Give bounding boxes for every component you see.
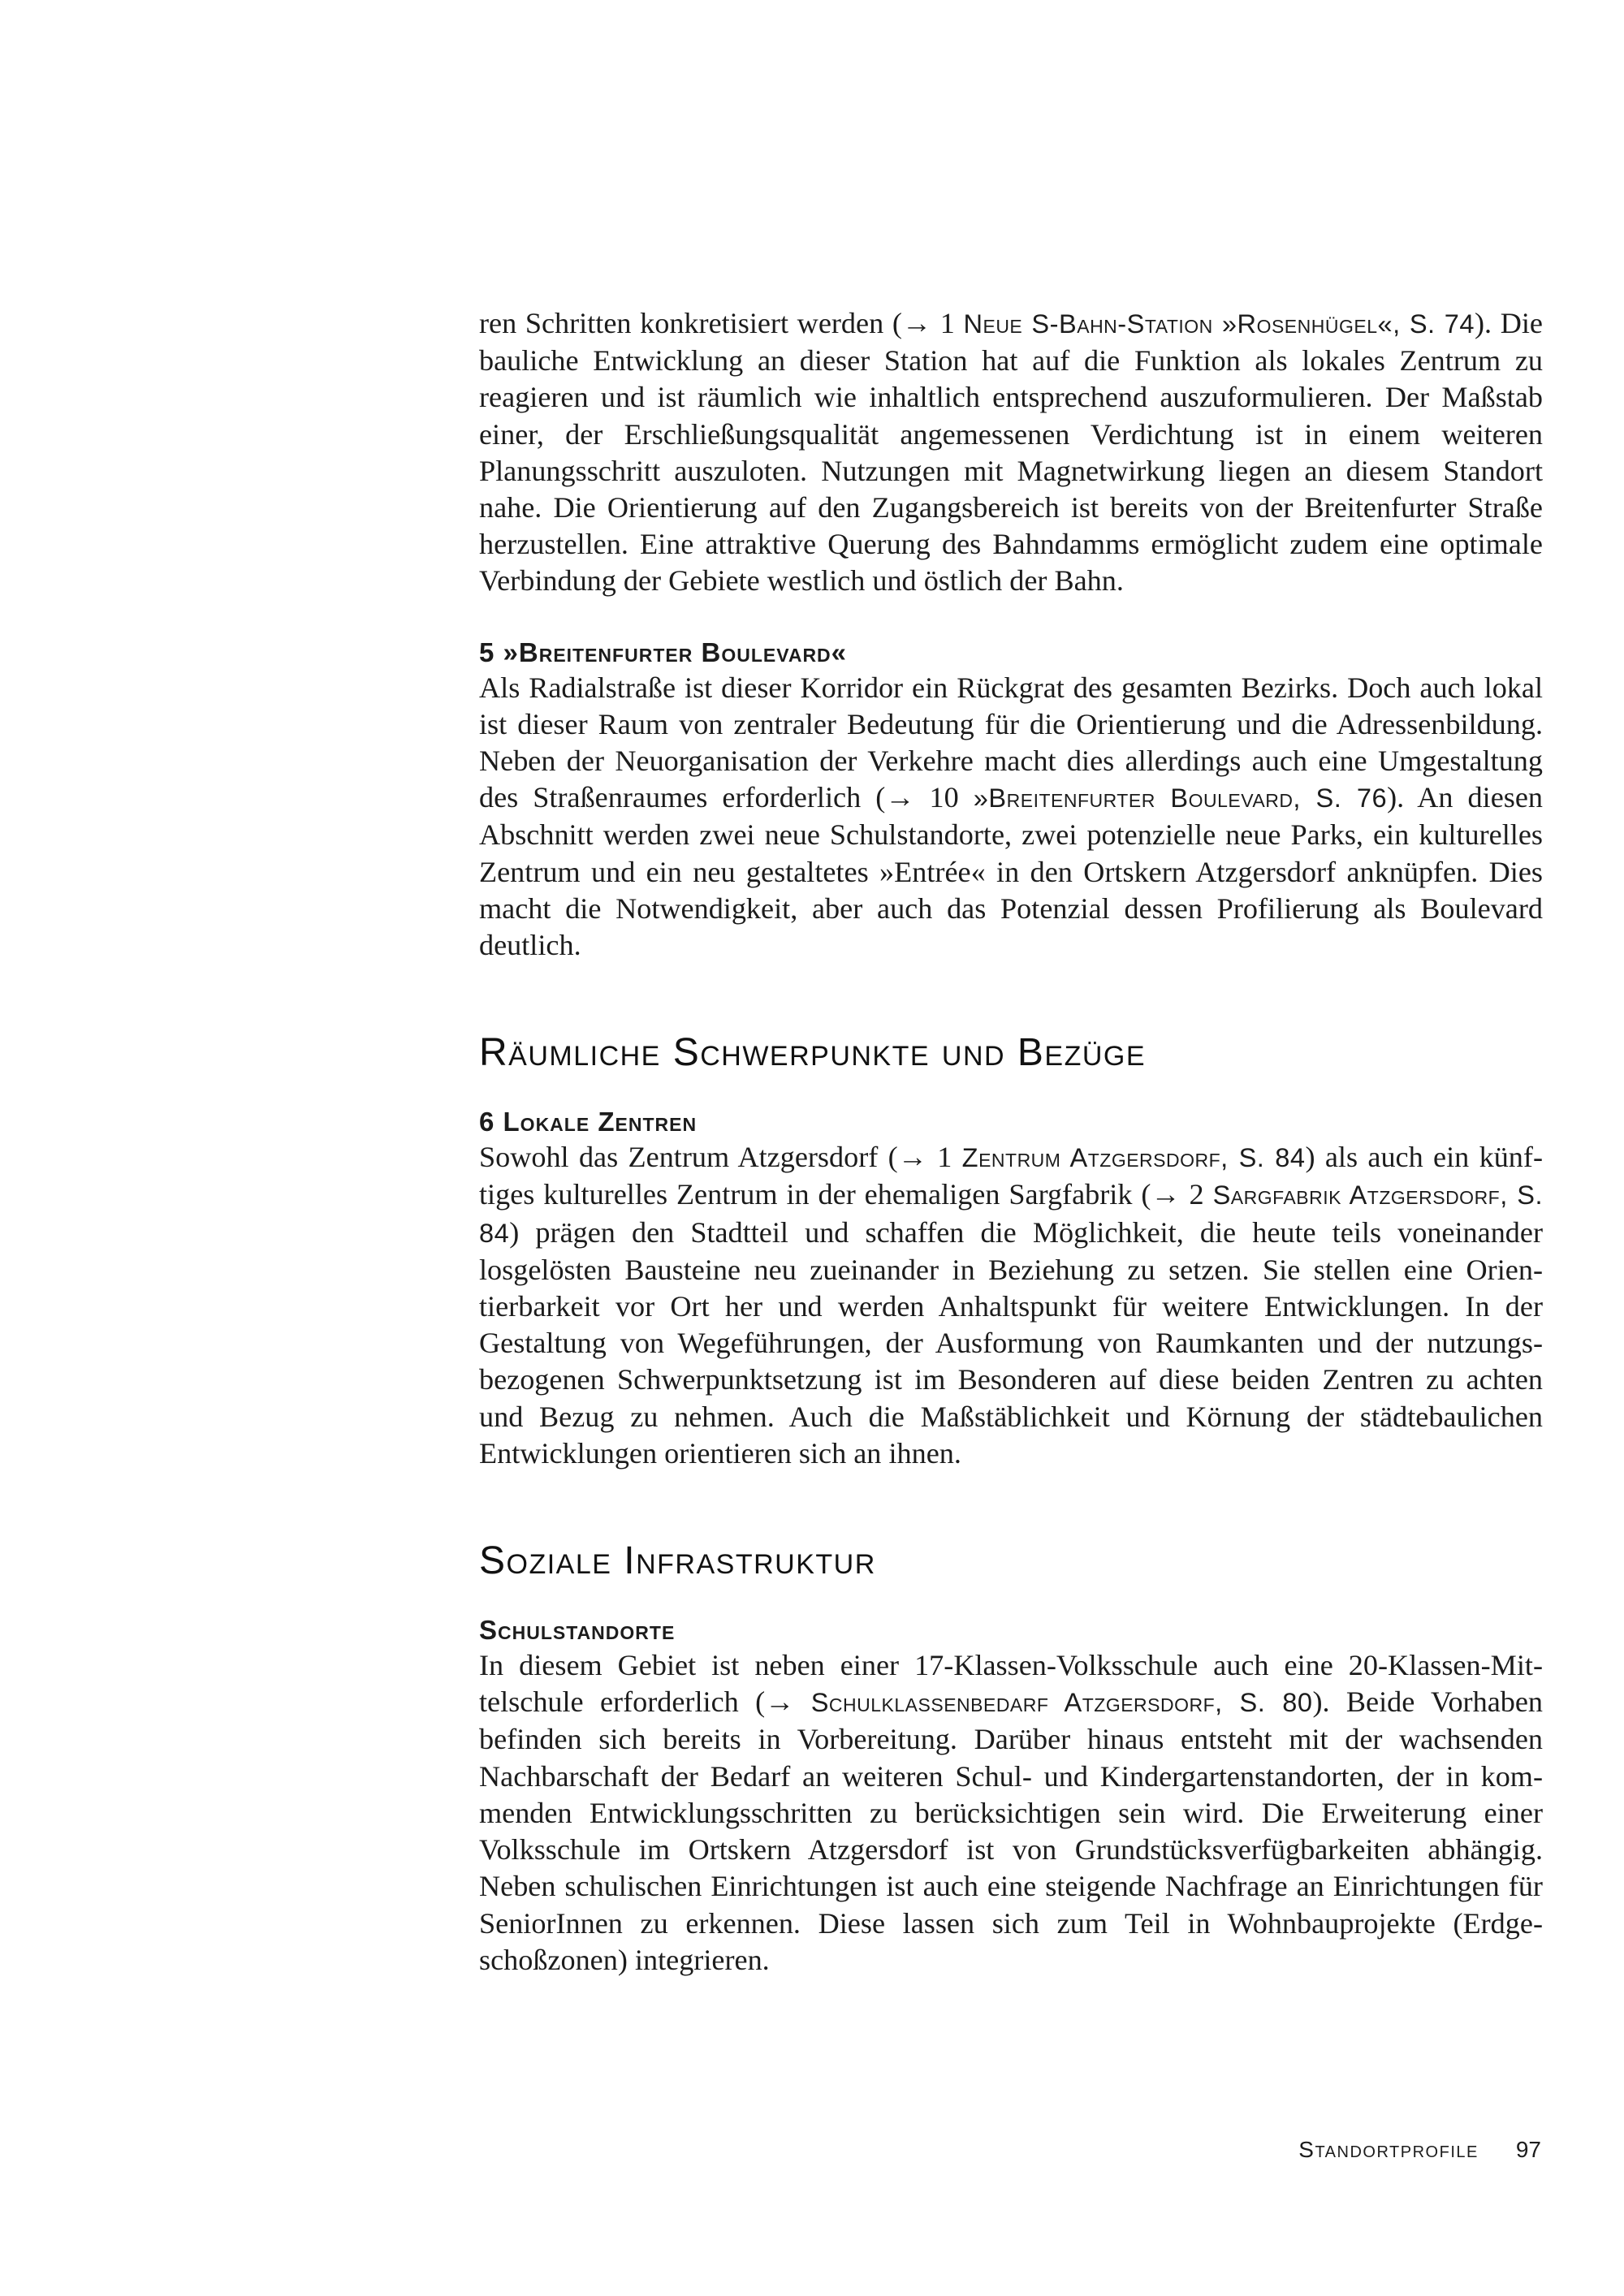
boulevard-paragraph [479,670,1543,965]
schul-text-b: ). Beide Vorhaben befinden sich bereits in Vorbereitung. Darüber hinaus entsteht mit der wachsenden Nachbarschaft der Bedarf an weiteren Schul- und Kindergartenstandorten, der in kommenden Entwicklungsschritten zu berücksichtigen sein wird. Die Erweiterung einer Volksschule im Ortskern Atzgersdorf ist von Grundstücksverfügbarkeiten abhängig. Neben schulischen Einrichtungen ist auch eine steigende Nachfrage an Einrichtungen für SeniorInnen zu erkennen. Diese lassen sich zum Teil in Wohnbauprojekte (Erdgeschoßzonen) integrieren. [479,1685,1544,1976]
section-title-raeumliche-schwerpunkte: Räumliche Schwerpunkte und Bezüge [479,1031,1147,1075]
schul-text-a: In diesem Gebiet ist neben einer 17-Klassen-Volksschule auch eine 20-Klassen-Mittelschule erforderlich (→ [479,1649,1543,1719]
boulevard-text-a: Als Radialstraße ist dieser Korridor ein Rückgrat des gesamten Bezirks. Doch auch lokal ist dieser Raum von zentraler Bedeutung für die Orientierung und die Adressenbildung. Neben der Neuorganisation der Verkehre macht dies allerdings auch eine Umgestaltung des Straßenraumes erforderlich (→ 10 [479,671,1543,814]
section-title-soziale-infrastruktur: Soziale Infrastruktur [479,1539,876,1583]
cross-reference: Sargfabrik Atzgersdorf, S. 84 [479,1180,1543,1248]
lokale-zentren-heading: 6 Lokale Zentren [479,1107,698,1137]
intro-text-a: ren Schritten konkretisiert werden (→ 1 [479,307,964,339]
running-footer-label: Standortprofile [1298,2137,1479,2162]
intro-text-b: ). Die bauliche Entwicklung an dieser Station hat auf die Funktion als lokales Zentrum zu reagieren und ist räumlich wie inhaltlich entsprechend auszuformulieren. Der Maßstab einer, der Erschließungsqualität angemessenen Verdichtung ist in einem weiteren Planungsschritt auszuloten. Nutzungen mit Magnetwirkung liegen an diesem Standort nahe. Die Orientierung auf den Zugangsbereich ist bereits von der Breitenfurter Straße herzustellen. Eine attraktive Querung des Bahndamms ermöglicht zudem eine optimale Verbindung der Gebiete westlich und östlich der Bahn. [479,307,1543,598]
cross-reference: Schulklassenbedarf Atzgersdorf, S. 80 [810,1688,1313,1718]
intro-paragraph [479,305,1543,600]
zentren-text-b: ) als auch ein künftiges kulturelles Zentrum in der ehemaligen Sargfabrik (→ 2 [479,1141,1543,1211]
page-number: 97 [1515,2137,1541,2162]
boulevard-text-b: ). An diesen Abschnitt werden zwei neue Schulstandorte, zwei potenzielle neue Parks, ein kulturelles Zentrum und ein neu gestaltetes »Entrée« in den Ortskern Atzgersdorf anknüpfen. Dies macht die Notwendigkeit, aber auch das Potenzial dessen Profilierung als Boulevard deutlich. [479,781,1544,962]
lokale-zentren-paragraph [479,1139,1543,1472]
page-footer [1298,2137,1541,2163]
boulevard-heading: 5 »Breitenfurter Boulevard« [479,637,848,667]
cross-reference: Neue S-Bahn-Station »Rosenhügel«, S. 74 [963,309,1475,339]
schulstandorte-paragraph [479,1647,1543,1979]
cross-reference: Zentrum Atzgersdorf, S. 84 [961,1143,1306,1173]
page-content [479,305,1543,1979]
cross-reference: »Breitenfurter Boulevard, S. 76 [973,783,1388,814]
schulstandorte-heading: Schulstandorte [479,1615,676,1646]
zentren-text-c: ) prägen den Stadtteil und schaffen die Möglichkeit, die heute teils voneinander losgelösten Bausteine neu zueinander in Beziehung zu setzen. Sie stellen eine Orientierbarkeit vor Ort her und werden Anhaltspunkt für weitere Entwicklungen. In der Gestaltung von Wegeführungen, der Ausformung von Raumkanten und der nutzungsbezogenen Schwerpunktsetzung ist im Besonderen auf diese beiden Zentren zu achten und Bezug zu nehmen. Auch die Maßstäblichkeit und Körnung der städtebaulichen Entwicklungen orientieren sich an ihnen. [479,1215,1543,1470]
zentren-text-a: Sowohl das Zentrum Atzgersdorf (→ 1 [479,1141,962,1174]
